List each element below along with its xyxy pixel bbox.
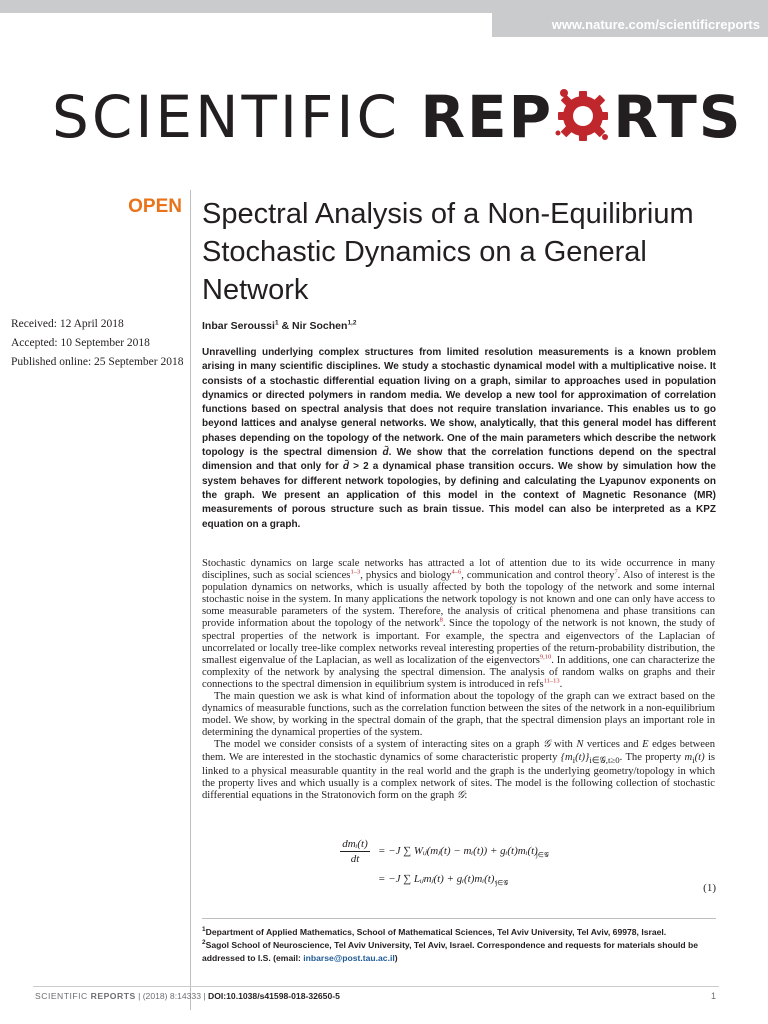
body-text: . Since the topology of the network is not known, the study of spectral properties of the network is important. For example, the spectra and eigenvectors of the Laplacian of uncorrelated or locally tree-like complex networks reveal interesting properties of the return-probability distribution, the smallest eigenvalue of the Laplacian, as well as localization of the eigenvectors xyxy=(202,618,715,666)
author-2: & Nir Sochen xyxy=(278,320,348,332)
symbol-t: (t) xyxy=(694,751,705,763)
article-title: Spectral Analysis of a Non-Equilibrium Stochastic Dynamics on a General Network xyxy=(202,198,694,306)
equation-expression: = −J ∑ Lᵢⱼmⱼ(t) + gᵢ(t)mᵢ(t), xyxy=(378,873,498,885)
body-text: with xyxy=(550,739,577,751)
top-bar xyxy=(0,0,768,13)
sum-index: j∈𝒢 xyxy=(495,879,509,888)
abstract-text-3: > 2 a dynamical phase transition occurs. We show by simulation how the system behaves for different network topologies, by defining and calculating the Lyapunov exponents on the graph. We present an application of this model in the context of Magnetic Resonance (MR) measurements of porous structure such as brain tissue. This model can also be interpreted as a KPZ equation on a graph. xyxy=(202,461,716,530)
equation-line-1 xyxy=(378,844,549,860)
subscript: i xyxy=(692,754,695,765)
affiliation-text: Department of Applied Mathematics, School of Mathematical Sciences, Tel Aviv University, Tel Aviv, 69978, Israel. xyxy=(205,927,667,937)
citation-link[interactable]: 1–3 xyxy=(350,568,361,576)
author-1: Inbar Seroussi xyxy=(202,320,275,332)
citation-link[interactable]: 7 xyxy=(614,568,618,576)
author-1-affil: 1 xyxy=(274,319,279,327)
graph-symbol: 𝒢 xyxy=(542,739,551,751)
footer-journal-a: SCIENTIFIC xyxy=(35,991,91,1001)
equation-number: (1) xyxy=(703,882,716,894)
column-divider xyxy=(190,190,191,1010)
affiliation-2 xyxy=(202,939,716,965)
footer-divider xyxy=(33,986,719,987)
body-text: edges between them. We are interested in the stochastic dynamics of some characteristic property xyxy=(202,739,715,763)
body-text: , physics and biology xyxy=(360,570,452,582)
page-number: 1 xyxy=(710,991,716,1001)
footer-journal-b: REPORTS xyxy=(90,991,136,1001)
published-date: Published online: 25 September 2018 xyxy=(11,356,184,368)
body-paragraph-3 xyxy=(202,739,715,802)
body-text: . Also of interest is the population dynamics on networks, which is usually affected by both the topology of the network and some internal stochastic noise in the system. In many applications the network topology is not known and one can only have access to some measurable parameters of the system. Therefore, the analysis of critical phenomena and phase transitions can provide information about the topology of the network xyxy=(202,570,715,630)
body-text: The model we consider consists of a system of interacting sites on a graph xyxy=(214,739,543,751)
footer-doi[interactable]: DOI:10.1038/s41598-018-32650-5 xyxy=(208,991,340,1001)
symbol-n: N xyxy=(576,739,584,751)
affiliation-text: ) xyxy=(394,953,398,963)
article-dates xyxy=(11,315,189,372)
equation-denominator: dt xyxy=(350,853,360,865)
body-text: . The property xyxy=(619,751,685,763)
footnote-divider xyxy=(202,918,716,919)
sum-index: j∈𝒢 xyxy=(535,851,549,860)
affiliation-number: 1 xyxy=(202,926,206,934)
accepted-date: Accepted: 10 September 2018 xyxy=(11,337,150,349)
citation-link[interactable]: 8 xyxy=(439,616,443,624)
body-text: , communication and control theory xyxy=(461,570,615,582)
equation-expression: = −J ∑ Wᵢⱼ(mⱼ(t) − mᵢ(t)) + gᵢ(t)mᵢ(t) xyxy=(378,845,538,857)
author-2-affil: 1,2 xyxy=(347,319,357,327)
symbol-t: (t)} xyxy=(575,751,590,763)
abstract xyxy=(202,346,716,532)
footer-citation: | (2018) 8:14333 | xyxy=(135,991,208,1001)
journal-url-link[interactable]: www.nature.com/scientificreports xyxy=(492,13,768,37)
equation-numerator: dmᵢ(t) xyxy=(340,838,370,852)
property-set-symbol xyxy=(561,752,620,763)
affiliations xyxy=(202,926,716,965)
body-text: is linked to a physical measurable quantity in the real world and the graph is the underlying geometry/topology in which the property lives and which usually is a complex network of sites. The model is the following collection of stochastic differential equations in the Stratonovich form on the graph xyxy=(202,751,716,801)
subscript: i∈𝒢,t≥0 xyxy=(589,754,620,765)
author-list xyxy=(202,320,702,332)
body-paragraph-2: The main question we ask is what kind of information about the topology of the graph can we extract based on the dynamics of measurable functions, such as the correlation function between the sites of the network in a non-equilibrium model. We show, by working in the spectral domain of the graph, that the spectral dimension plays an important role in determining the dynamical properties of the system. xyxy=(202,691,715,739)
open-access-badge: OPEN xyxy=(128,196,182,217)
masthead-rep: REP xyxy=(420,83,554,151)
citation-link[interactable]: 9,10 xyxy=(539,653,552,661)
body-text: : xyxy=(464,789,468,801)
gear-logo-icon xyxy=(554,85,612,143)
symbol-m: m xyxy=(684,751,693,763)
equation-1 xyxy=(202,834,716,894)
article-body xyxy=(202,558,715,802)
spectral-dimension-symbol: d̃ xyxy=(342,461,349,473)
subscript: i xyxy=(572,754,576,765)
affiliation-text: Sagol School of Neuroscience, Tel Aviv University, Tel Aviv, Israel. Correspondence and requests for materials should be addressed to I.S. (email: xyxy=(202,940,698,963)
masthead-rts: RTS xyxy=(613,83,743,151)
body-text: vertices and xyxy=(583,739,643,751)
affiliation-number: 2 xyxy=(202,939,206,947)
abstract-text-1: Unravelling underlying complex structures from limited resolution measurements is a known problem arising in many scientific disciplines. We study a stochastic dynamical model with a multiplicative noise. It consists of a stochastic differential equation living on a graph, similar to approaches used in population dynamics or directed polymers in random media. We develop a new tool for approximation of correlation functions based on spectral analysis that does not require translation invariance. This enables us to go beyond lattices and analyse general networks. We show, analytically, that this general model has different phases depending on the topology of the network. One of the main parameters which describe the network topology is the spectral dimension xyxy=(202,347,716,459)
body-paragraph-1 xyxy=(202,558,715,691)
footer-journal xyxy=(35,991,136,1001)
equation-lhs xyxy=(340,838,370,865)
correspondence-email-link[interactable]: inbarse@post.tau.ac.il xyxy=(303,953,395,963)
citation-link[interactable]: 4–6 xyxy=(451,568,462,576)
symbol-m: {m xyxy=(560,751,573,763)
graph-symbol: 𝒢 xyxy=(456,789,465,801)
affiliation-1 xyxy=(202,926,716,939)
equation-line-2 xyxy=(378,872,508,888)
citation-link[interactable]: 11–13 xyxy=(543,677,560,685)
journal-masthead xyxy=(52,80,743,154)
received-date: Received: 12 April 2018 xyxy=(11,318,124,330)
page-footer xyxy=(35,991,635,1001)
body-text: . In additions, one can characterize the complexity of the network by analysing the spectral dimension. The analysis of random walks on graphs and their connections to the spectral dimension in equilibrium system is introduced in refs xyxy=(202,654,716,690)
abstract-text-2: . We show that the correlation functions depend on the spectral dimension and that only for xyxy=(202,447,716,473)
masthead-scientific: SCIENTIFIC xyxy=(52,83,400,151)
spectral-dimension-symbol: d̃ xyxy=(382,447,389,459)
body-text: . xyxy=(559,678,563,690)
body-text: Stochastic dynamics on large scale networks has attracted a lot of attention due to its wide occurrence in many disciplines, such as social sciences xyxy=(202,558,715,582)
symbol-e: E xyxy=(642,739,649,751)
